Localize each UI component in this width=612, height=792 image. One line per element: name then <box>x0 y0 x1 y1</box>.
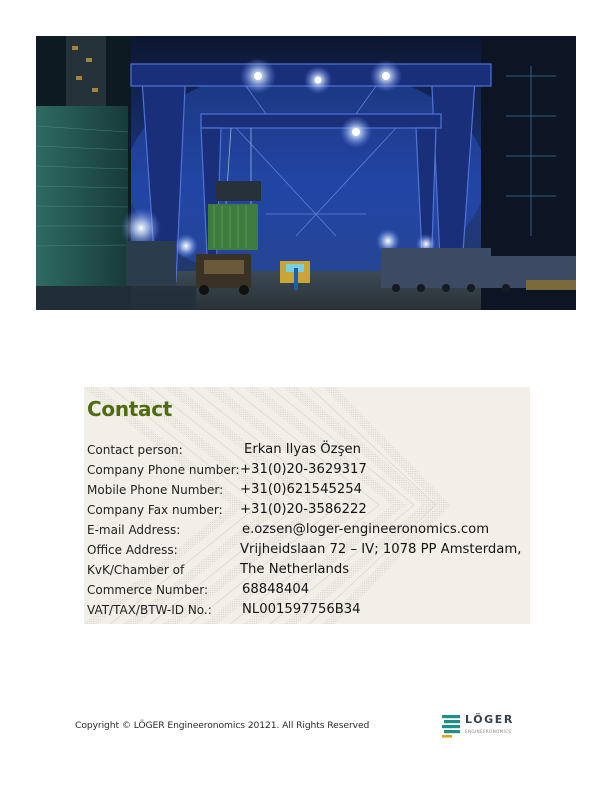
mobile-phone-row <box>87 480 527 500</box>
contact-person-label: Contact person: <box>87 443 183 457</box>
vat-value: NL001597756B34 <box>242 602 361 617</box>
contact-person-value: Erkan Ilyas Özşen <box>244 442 361 457</box>
email-link[interactable]: e.ozsen@loger-engineeronomics.com <box>242 522 490 537</box>
company-phone-label: Company Phone number: <box>87 463 240 477</box>
kvk-label: KvK/Chamber of <box>87 563 185 577</box>
loger-logo-mark-icon <box>441 714 463 738</box>
logo-wordmark: LÖGER <box>465 713 514 726</box>
vat-label: VAT/TAX/BTW-ID No.: <box>87 603 212 617</box>
container-crane-night-image <box>36 36 576 310</box>
mobile-phone-label: Mobile Phone Number: <box>87 483 224 497</box>
office-address-label: Office Address: <box>87 543 178 557</box>
contact-person-row <box>87 440 527 460</box>
company-fax-row <box>87 500 527 520</box>
mobile-phone-value[interactable]: +31(0)621545254 <box>240 482 363 497</box>
office-address-row <box>87 540 527 560</box>
company-phone-value[interactable]: +31(0)20-3629317 <box>240 462 367 477</box>
loger-logo <box>441 712 523 740</box>
commerce-number-value: 68848404 <box>242 582 310 597</box>
commerce-number-row <box>87 580 527 600</box>
company-fax-value: +31(0)20-3586222 <box>240 502 367 517</box>
copyright-text: Copyright © LÖGER Engineeronomics 20121. All Rights Reserved <box>75 720 370 731</box>
email-row <box>87 520 527 540</box>
office-address-value: Vrijheidslaan 72 – IV; 1078 PP Amsterdam, <box>240 542 522 557</box>
company-fax-label: Company Fax number: <box>87 503 223 517</box>
contact-details <box>87 440 527 620</box>
commerce-number-label: Commerce Number: <box>87 583 208 597</box>
logo-tagline: ENGINEERONOMICS <box>465 729 512 734</box>
office-address-country: The Netherlands <box>240 562 350 577</box>
company-phone-row <box>87 460 527 480</box>
contact-heading: Contact <box>87 397 173 421</box>
contact-card <box>84 387 530 624</box>
email-label: E-mail Address: <box>87 523 181 537</box>
vat-row <box>87 600 527 620</box>
hero-photo <box>36 36 576 310</box>
kvk-row <box>87 560 527 580</box>
